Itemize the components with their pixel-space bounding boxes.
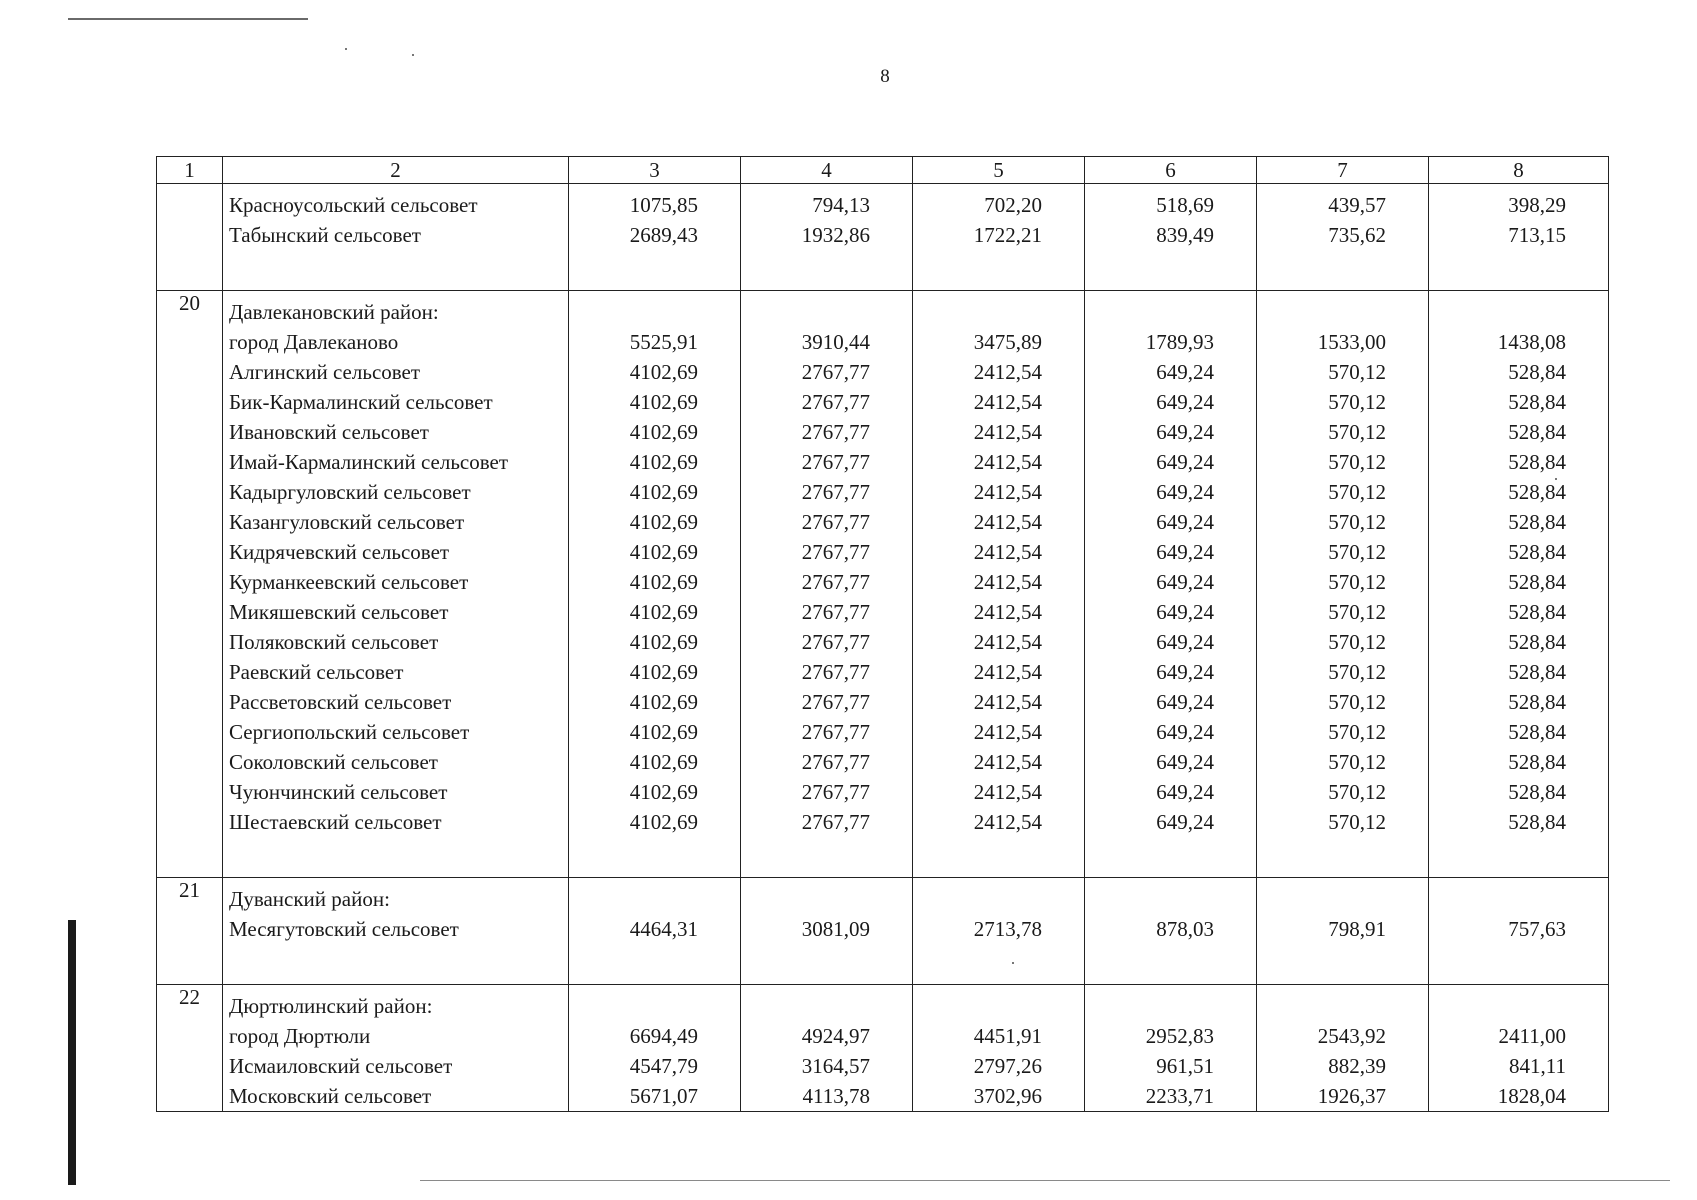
value-cell: 2412,54	[973, 660, 1042, 684]
value-column-7	[1257, 985, 1429, 1112]
column-number-header: 7	[1257, 157, 1429, 184]
name-cell	[223, 291, 569, 878]
value-cell: 2797,26	[973, 1054, 1042, 1078]
value-cell: 570,12	[1328, 450, 1386, 474]
value-cell: 2767,77	[801, 720, 870, 744]
value-cell: 528,84	[1508, 690, 1566, 714]
value-cell	[1429, 297, 1608, 327]
value-cell: 4102,69	[629, 450, 698, 474]
value-cell: 2412,54	[973, 480, 1042, 504]
settlement-name: Чуюнчинский сельсовет	[229, 780, 448, 804]
value-cell: 1932,86	[801, 223, 870, 247]
value-cell: 1438,08	[1497, 330, 1566, 354]
settlement-name: Кидрячевский сельсовет	[229, 540, 450, 564]
value-cell: 2767,77	[801, 660, 870, 684]
value-cell	[1085, 297, 1256, 327]
value-cell: 4102,69	[629, 510, 698, 534]
column-number-header: 4	[741, 157, 913, 184]
row-number: 22	[157, 985, 223, 1112]
settlement-name: Дюртюлинский район:	[229, 994, 433, 1018]
value-cell: 702,20	[984, 193, 1042, 217]
scan-edge-bar	[68, 920, 76, 1185]
value-cell: 4102,69	[629, 480, 698, 504]
scan-speck	[345, 48, 347, 50]
value-column-5	[913, 985, 1085, 1112]
settlement-name: Микяшевский сельсовет	[229, 600, 449, 624]
value-cell: 649,24	[1156, 420, 1214, 444]
value-column-8	[1429, 985, 1609, 1112]
value-cell: 528,84	[1508, 780, 1566, 804]
value-column-8	[1429, 878, 1609, 985]
value-cell	[1085, 991, 1256, 1021]
value-cell: 961,51	[1156, 1054, 1214, 1078]
value-cell: 649,24	[1156, 570, 1214, 594]
value-cell: 2412,54	[973, 750, 1042, 774]
value-cell: 398,29	[1508, 193, 1566, 217]
column-number-header: 2	[223, 157, 569, 184]
value-cell	[913, 297, 1084, 327]
value-cell: 5525,91	[629, 330, 698, 354]
column-number-header: 1	[157, 157, 223, 184]
value-cell: 4102,69	[629, 720, 698, 744]
settlement-name: Дуванский район:	[229, 887, 390, 911]
value-cell: 2767,77	[801, 450, 870, 474]
value-cell: 528,84	[1508, 660, 1566, 684]
value-cell: 649,24	[1156, 480, 1214, 504]
value-cell: 649,24	[1156, 660, 1214, 684]
settlement-name: Красноусольский сельсовет	[229, 193, 478, 217]
value-cell: 2412,54	[973, 780, 1042, 804]
value-cell: 528,84	[1508, 480, 1566, 504]
value-cell: 649,24	[1156, 780, 1214, 804]
settlement-name: Раевский сельсовет	[229, 660, 404, 684]
value-cell: 2689,43	[629, 223, 698, 247]
value-column-5	[913, 878, 1085, 985]
settlement-name: Сергиопольский сельсовет	[229, 720, 470, 744]
value-cell: 570,12	[1328, 360, 1386, 384]
value-cell: 649,24	[1156, 810, 1214, 834]
value-cell: 4102,69	[629, 780, 698, 804]
value-cell: 6694,49	[629, 1024, 698, 1048]
value-column-8	[1429, 291, 1609, 878]
value-cell: 4102,69	[629, 630, 698, 654]
value-cell	[569, 991, 740, 1021]
column-number-header: 6	[1085, 157, 1257, 184]
value-cell	[569, 884, 740, 914]
value-cell: 570,12	[1328, 510, 1386, 534]
value-cell: 2412,54	[973, 600, 1042, 624]
value-cell: 3475,89	[973, 330, 1042, 354]
value-cell	[913, 884, 1084, 914]
settlement-name: Рассветовский сельсовет	[229, 690, 452, 714]
value-cell: 528,84	[1508, 420, 1566, 444]
value-cell: 4102,69	[629, 750, 698, 774]
value-cell: 2412,54	[973, 360, 1042, 384]
value-cell: 1926,37	[1317, 1084, 1386, 1108]
value-cell: 2713,78	[973, 917, 1042, 941]
settlement-name: город Давлеканово	[229, 330, 399, 354]
value-cell: 4547,79	[629, 1054, 698, 1078]
value-cell: 882,39	[1328, 1054, 1386, 1078]
value-cell: 528,84	[1508, 810, 1566, 834]
value-column-7	[1257, 184, 1429, 291]
value-cell: 4102,69	[629, 390, 698, 414]
settlement-name: Кадыргуловский сельсовет	[229, 480, 471, 504]
value-cell	[741, 884, 912, 914]
value-column-4	[741, 985, 913, 1112]
settlement-name: Исмаиловский сельсовет	[229, 1054, 453, 1078]
value-cell	[1257, 884, 1428, 914]
value-cell: 649,24	[1156, 630, 1214, 654]
value-cell: 528,84	[1508, 720, 1566, 744]
value-column-3	[569, 291, 741, 878]
scan-speck	[412, 54, 414, 56]
settlement-name: Курманкеевский сельсовет	[229, 570, 469, 594]
settlement-name: город Дюртюли	[229, 1024, 371, 1048]
value-cell: 570,12	[1328, 570, 1386, 594]
value-cell: 2767,77	[801, 510, 870, 534]
value-cell: 570,12	[1328, 750, 1386, 774]
value-cell: 798,91	[1328, 917, 1386, 941]
value-column-7	[1257, 878, 1429, 985]
value-cell: 4102,69	[629, 420, 698, 444]
value-cell: 570,12	[1328, 810, 1386, 834]
value-cell: 794,13	[812, 193, 870, 217]
value-cell: 2952,83	[1145, 1024, 1214, 1048]
value-cell: 2767,77	[801, 690, 870, 714]
value-cell: 2767,77	[801, 750, 870, 774]
settlement-name: Ивановский сельсовет	[229, 420, 429, 444]
column-number-header: 3	[569, 157, 741, 184]
value-column-4	[741, 878, 913, 985]
settlement-name: Алгинский сельсовет	[229, 360, 421, 384]
value-cell: 4102,69	[629, 540, 698, 564]
value-cell	[1429, 884, 1608, 914]
value-column-5	[913, 291, 1085, 878]
name-cell	[223, 878, 569, 985]
value-cell: 649,24	[1156, 450, 1214, 474]
settlement-name: Месягутовский сельсовет	[229, 917, 459, 941]
value-cell: 4102,69	[629, 810, 698, 834]
value-column-7	[1257, 291, 1429, 878]
column-number-header: 5	[913, 157, 1085, 184]
value-cell: 570,12	[1328, 480, 1386, 504]
value-cell: 2412,54	[973, 690, 1042, 714]
scan-line-top	[68, 18, 308, 20]
value-cell: 2412,54	[973, 390, 1042, 414]
value-cell: 518,69	[1156, 193, 1214, 217]
value-cell	[1085, 884, 1256, 914]
value-cell: 1075,85	[629, 193, 698, 217]
settlement-name: Шестаевский сельсовет	[229, 810, 442, 834]
value-cell: 4924,97	[801, 1024, 870, 1048]
value-cell: 2412,54	[973, 510, 1042, 534]
value-cell: 649,24	[1156, 540, 1214, 564]
value-cell: 4113,78	[802, 1084, 870, 1108]
value-cell: 713,15	[1508, 223, 1566, 247]
value-cell: 439,57	[1328, 193, 1386, 217]
value-cell: 1533,00	[1317, 330, 1386, 354]
value-cell	[1257, 991, 1428, 1021]
value-cell: 649,24	[1156, 690, 1214, 714]
value-column-3	[569, 985, 741, 1112]
value-cell: 4464,31	[629, 917, 698, 941]
value-cell: 570,12	[1328, 690, 1386, 714]
column-number-header: 8	[1429, 157, 1609, 184]
value-cell: 4102,69	[629, 690, 698, 714]
value-cell: 1722,21	[973, 223, 1042, 247]
name-cell	[223, 985, 569, 1112]
value-cell: 3081,09	[801, 917, 870, 941]
value-cell: 2767,77	[801, 600, 870, 624]
value-cell: 2767,77	[801, 570, 870, 594]
value-column-8	[1429, 184, 1609, 291]
value-column-6	[1085, 184, 1257, 291]
settlement-name: Бик-Кармалинский сельсовет	[229, 390, 493, 414]
value-cell: 528,84	[1508, 750, 1566, 774]
settlement-name: Табынский сельсовет	[229, 223, 421, 247]
value-cell: 528,84	[1508, 390, 1566, 414]
value-cell: 649,24	[1156, 510, 1214, 534]
value-cell: 528,84	[1508, 450, 1566, 474]
value-cell: 2412,54	[973, 570, 1042, 594]
table-row-group	[157, 878, 1609, 985]
row-number: 21	[157, 878, 223, 985]
settlement-name: Казангуловский сельсовет	[229, 510, 465, 534]
value-cell: 2767,77	[801, 420, 870, 444]
value-column-6	[1085, 985, 1257, 1112]
value-cell: 528,84	[1508, 510, 1566, 534]
value-cell: 1828,04	[1497, 1084, 1566, 1108]
value-column-4	[741, 184, 913, 291]
value-cell: 570,12	[1328, 600, 1386, 624]
value-cell: 757,63	[1508, 917, 1566, 941]
value-column-6	[1085, 291, 1257, 878]
value-cell: 4102,69	[629, 600, 698, 624]
value-cell: 4451,91	[973, 1024, 1042, 1048]
table-row-group	[157, 184, 1609, 291]
value-cell: 4102,69	[629, 570, 698, 594]
value-column-6	[1085, 878, 1257, 985]
value-cell: 2767,77	[801, 540, 870, 564]
value-cell: 4102,69	[629, 360, 698, 384]
settlement-name: Поляковский сельсовет	[229, 630, 439, 654]
value-cell	[1257, 297, 1428, 327]
value-cell: 2412,54	[973, 810, 1042, 834]
settlement-name: Соколовский сельсовет	[229, 750, 438, 774]
value-cell: 5671,07	[629, 1084, 698, 1108]
value-cell: 570,12	[1328, 420, 1386, 444]
value-cell: 1789,93	[1145, 330, 1214, 354]
value-cell: 839,49	[1156, 223, 1214, 247]
value-cell: 841,11	[1509, 1054, 1566, 1078]
page-number: 8	[880, 66, 890, 87]
settlement-name: Давлекановский район:	[229, 300, 439, 324]
value-cell: 528,84	[1508, 570, 1566, 594]
value-cell: 570,12	[1328, 390, 1386, 414]
value-cell: 2767,77	[801, 390, 870, 414]
value-cell: 649,24	[1156, 720, 1214, 744]
value-cell: 649,24	[1156, 600, 1214, 624]
value-cell: 528,84	[1508, 360, 1566, 384]
value-cell: 2412,54	[973, 540, 1042, 564]
value-cell: 2233,71	[1145, 1084, 1214, 1108]
value-cell	[1429, 991, 1608, 1021]
name-cell	[223, 184, 569, 291]
value-cell: 528,84	[1508, 540, 1566, 564]
value-cell: 2767,77	[801, 360, 870, 384]
table-row-group	[157, 291, 1609, 878]
value-cell	[741, 991, 912, 1021]
value-cell: 649,24	[1156, 360, 1214, 384]
value-cell: 2767,77	[801, 480, 870, 504]
settlement-name: Московский сельсовет	[229, 1084, 432, 1108]
value-cell: 3702,96	[973, 1084, 1042, 1108]
value-cell: 570,12	[1328, 630, 1386, 654]
value-cell: 2411,00	[1498, 1024, 1566, 1048]
value-cell: 570,12	[1328, 720, 1386, 744]
value-cell: 2767,77	[801, 810, 870, 834]
row-number: 20	[157, 291, 223, 878]
data-table	[156, 156, 1609, 1112]
value-cell: 2412,54	[973, 630, 1042, 654]
value-cell: 2412,54	[973, 450, 1042, 474]
table-row-group	[157, 985, 1609, 1112]
value-cell: 4102,69	[629, 660, 698, 684]
value-column-4	[741, 291, 913, 878]
value-cell	[569, 297, 740, 327]
value-cell: 3164,57	[801, 1054, 870, 1078]
value-cell	[741, 297, 912, 327]
value-cell	[913, 991, 1084, 1021]
value-cell: 570,12	[1328, 660, 1386, 684]
value-cell: 878,03	[1156, 917, 1214, 941]
value-cell: 2412,54	[973, 420, 1042, 444]
row-number	[157, 184, 223, 291]
value-cell: 570,12	[1328, 780, 1386, 804]
value-cell: 2543,92	[1317, 1024, 1386, 1048]
value-column-5	[913, 184, 1085, 291]
value-cell: 2767,77	[801, 780, 870, 804]
value-cell: 735,62	[1328, 223, 1386, 247]
scan-line-bottom	[420, 1180, 1670, 1181]
value-cell: 2767,77	[801, 630, 870, 654]
value-cell: 649,24	[1156, 750, 1214, 774]
value-cell: 3910,44	[801, 330, 870, 354]
value-column-3	[569, 878, 741, 985]
value-cell: 528,84	[1508, 600, 1566, 624]
value-cell: 570,12	[1328, 540, 1386, 564]
value-cell: 528,84	[1508, 630, 1566, 654]
value-cell: 2412,54	[973, 720, 1042, 744]
value-column-3	[569, 184, 741, 291]
value-cell: 649,24	[1156, 390, 1214, 414]
table-header-row	[157, 157, 1609, 184]
settlement-name: Имай-Кармалинский сельсовет	[229, 450, 509, 474]
